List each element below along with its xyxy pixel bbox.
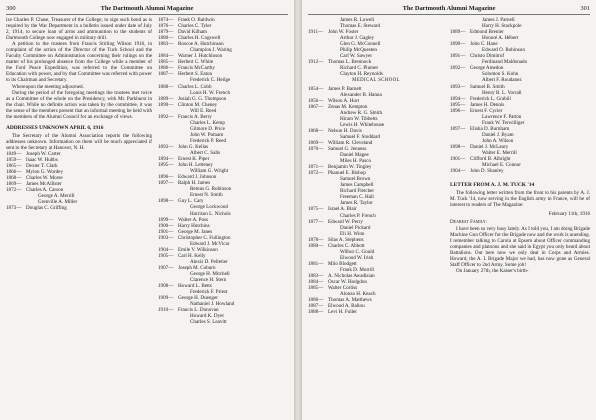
paragraph: Whereupon the meeting adjourned. (12, 83, 84, 90)
class-year: 1868— (6, 175, 22, 182)
list-item (6, 205, 152, 211)
person-name: Alexis D. Pelletier (190, 258, 228, 265)
class-year: 1872— (308, 170, 324, 177)
person-name: Daniel J. Byam (482, 131, 514, 138)
class-year: 1869— (6, 181, 22, 188)
class-year: 1875— (308, 206, 324, 213)
paragraph: During the period of the foregoing meetings the trustees met twice as a Committee of the whole on the Presidency, with Mr. Parkhurst in the chair. While no definite action was taken by the committee, it was the sense of the members present that an informal meeting be held with the members of the Alumni Council for an exchange of views. (6, 89, 152, 120)
person-name: Champion J. Waring (190, 47, 232, 54)
address-list (308, 17, 444, 77)
person-name: Roscoe A. Hutchinson (178, 41, 224, 48)
person-name: Edward J. McVicar (190, 240, 230, 247)
person-name: Charles C. Abbott (328, 242, 365, 249)
list-item (308, 71, 444, 77)
person-name: Charles L. Kemp (190, 119, 225, 126)
person-name: Wilson A. Hurt (328, 97, 360, 104)
class-year: 1854— (308, 85, 324, 92)
class-year: 1893— (450, 83, 466, 90)
letter-heading: LETTER FROM A. J. M. TUCK '14 (450, 182, 535, 189)
person-name: Ernest F. Cyrier (470, 107, 503, 114)
person-name: Albert F. Roudanez (482, 77, 522, 84)
class-year: 1884— (158, 53, 174, 60)
person-name: Thomas E. Steward (340, 23, 381, 30)
class-year: 1887— (308, 303, 324, 310)
class-year: 1880— (158, 35, 174, 42)
person-name: Ernest N. Smith (190, 192, 223, 199)
person-name: Daniel Pickard (340, 224, 371, 231)
header-rule (308, 14, 590, 15)
person-name: Howard L. Betts (178, 283, 212, 290)
letter-paragraph: I have been so very busy lately. As I told you, I am doing Brigade Machine Gun Officer for the Brigade now and the work is unending. I remember talking to Carola at Epsom about Officer commanding companies and platoons and she said in Egypt you only heard about Battalions. Out here now we only deal in Corps and Armies. Howard, the A. I. Brigade Major we had, has now gone as General Staff Officer to 2nd Army. Some job! (450, 225, 590, 268)
class-year: 1865— (6, 163, 22, 170)
person-name: George M. Janes (178, 228, 213, 235)
class-year: 1904— (450, 168, 466, 175)
person-name: Frederick P. Reed (190, 137, 227, 144)
person-name: George H. Mitchell (190, 270, 230, 277)
letter-date: February 11th, 1916 (548, 211, 590, 218)
person-name: Silas A. Stephens (328, 236, 364, 243)
class-year: 1881— (308, 260, 324, 267)
person-name: Honoré A. Hébert (482, 35, 519, 42)
class-year: 1886— (308, 297, 324, 304)
person-name: Richard Fletcher (340, 188, 375, 195)
person-name: Mylon G. Wordey (26, 169, 63, 176)
class-year: 1886— (158, 65, 174, 72)
person-name: Elisha D. Burnham (470, 125, 510, 132)
person-name: Dexter T. Clark (26, 163, 58, 170)
list-item (158, 319, 290, 325)
person-name: Charles A. Carson (26, 187, 64, 194)
person-name: William G. Wright (190, 168, 229, 175)
person-name: Edmond Brenier (470, 29, 504, 36)
person-name: Clifford B. Albright (470, 156, 511, 163)
person-name: Walter A. Poss (178, 216, 209, 223)
person-name: John A. Wilson (482, 137, 514, 144)
section-heading: ADDRESSES UNKNOWN APRIL 6, 1916 (6, 124, 104, 131)
class-year: 1866— (6, 169, 22, 176)
person-name: Christopher C. Fullington (178, 234, 231, 241)
person-name: Andrew R. G. Smith (340, 109, 383, 116)
person-name: John W. Putnam (190, 131, 224, 138)
person-name: Edward W. Perry (328, 218, 363, 225)
class-year: 1888— (308, 309, 324, 316)
medical-address-list (308, 86, 444, 316)
person-name: Samuel Brown (340, 176, 371, 183)
class-year: 1879— (158, 29, 174, 36)
class-year: 1887— (158, 71, 174, 78)
person-name: Carl W. Sawyer (340, 53, 373, 60)
person-name: Warner J. Hutchinson (178, 53, 223, 60)
class-year: 1868— (308, 127, 324, 134)
person-name: Henry R. L. Vorrall (482, 89, 522, 96)
person-name: Ralph H. James (178, 180, 211, 187)
class-year: 1904— (158, 246, 174, 253)
person-name: Joseph M. Coburn (178, 264, 216, 271)
class-year: 1896— (450, 107, 466, 114)
person-name: James H. Dennis (470, 101, 505, 108)
class-year: 1880— (308, 242, 324, 249)
person-name: George Lockwood (190, 204, 228, 211)
person-name: Freeman C. Hall (340, 194, 374, 201)
class-year: 1892— (158, 113, 174, 120)
person-name: Joseph W. Carter (26, 150, 61, 157)
class-year: 1876— (158, 23, 174, 30)
class-year: 1894— (450, 95, 466, 102)
person-name: Guy L. Cary (178, 198, 204, 205)
person-name: John W. Foster (328, 29, 359, 36)
person-name: Elwood A. Ballou (328, 303, 365, 310)
running-head-left (6, 4, 288, 13)
person-name: Samuel F. Stoddard (340, 133, 380, 140)
person-name: Edward J. Johnson (178, 174, 217, 181)
person-name: Daniel J. McLaury (470, 143, 509, 150)
class-year: 1901— (158, 228, 174, 235)
person-name: Daniel Magee (340, 152, 369, 159)
person-name: Israel A. Blair (328, 206, 357, 213)
person-name: Frederick F. Priest (190, 289, 228, 296)
class-year: 1905— (158, 252, 174, 259)
person-name: Lewis H. Whitehouse (340, 121, 385, 128)
person-name: James R. Taylor (340, 200, 373, 207)
class-year: 1885— (308, 285, 324, 292)
class-year: 1874— (158, 17, 174, 23)
address-list (450, 17, 590, 174)
person-name: Edward O. Robinson (482, 47, 525, 54)
person-name: Francis A. Berry (178, 113, 212, 120)
person-name: Samuel B. Smith (470, 83, 505, 90)
person-name: Richard C. Plumer (340, 65, 379, 72)
left-column-1 (6, 17, 152, 211)
person-name: Frederick C. Heilge (190, 77, 231, 84)
person-name: Gilmore D. Price (190, 125, 225, 132)
class-year: 1877— (308, 218, 324, 225)
class-year: 1898— (158, 198, 174, 205)
person-name: Frank O. Baldwin (178, 17, 215, 23)
class-year: 1871— (308, 164, 324, 171)
person-name: Harry H. Stackpole (482, 23, 522, 30)
left-page (0, 0, 294, 420)
person-name: John H. Letteney (178, 162, 213, 169)
class-year: 1884— (308, 279, 324, 286)
person-name: James McAllister (26, 181, 62, 188)
person-name: Charles W. Morse (26, 175, 63, 182)
list-item (308, 309, 444, 315)
person-name: Philip McQuesten (340, 47, 377, 54)
person-name: Charles H. Cogswell (178, 35, 221, 42)
person-name: Howard K. Dyer (190, 313, 225, 320)
class-year: 1891— (450, 53, 466, 60)
person-name: Glen G. McConnell (340, 41, 381, 48)
page-number: 301 (580, 5, 590, 12)
person-name: David Kilham (178, 29, 208, 36)
person-name: Francis McCarthy (178, 65, 215, 72)
person-name: Will E. Reed (190, 107, 217, 114)
person-name: Charles P. French (340, 212, 376, 219)
person-name: Elwood W. Irish (340, 254, 374, 261)
person-name: Nathaniel J. Howland (190, 301, 235, 308)
class-year: 1912— (308, 59, 324, 66)
person-name: Francis L. Donovan (178, 307, 219, 314)
class-year: 1872— (6, 187, 22, 194)
person-name: Nelson H. Davis (328, 127, 362, 134)
class-year: 1897— (158, 180, 174, 187)
class-year: 1903— (158, 234, 174, 241)
running-head-right (308, 4, 590, 13)
person-name: Alonzo H. Keach (340, 291, 376, 298)
person-name: Frederick L. Grabill (470, 95, 511, 102)
class-year: 1885— (158, 59, 174, 66)
person-name: Charles L. Cobb (178, 83, 212, 90)
person-name: Herbert S. Eaton (178, 71, 213, 78)
person-name: William R. Cleveland (328, 139, 373, 146)
left-column-2 (158, 17, 290, 325)
class-year: 1893— (158, 143, 174, 150)
person-name: Albert C. Salls (190, 150, 221, 157)
person-name: Alexander B. Hanna (340, 91, 382, 98)
person-name: Frank D. Morrill (340, 266, 375, 273)
person-name: James R. Lowell (340, 17, 375, 23)
person-name: John D. Shanley (470, 168, 504, 175)
person-name: James P. Barnett (328, 85, 362, 92)
person-name: Wilbur C. Gould (340, 248, 375, 255)
person-name: Josiah G. G. Thompson (178, 95, 227, 102)
person-name: Benjamin W. Tingley (328, 164, 372, 171)
book-gutter (294, 0, 302, 420)
person-name: George H. Duenger (178, 295, 218, 302)
letter-paragraph: On January 27th, the Kaiser's birth- (456, 267, 529, 274)
person-name: Ernest K. Piper (178, 156, 210, 163)
class-year: 1892— (450, 65, 466, 72)
person-name: Levi H. Fuller (328, 309, 358, 316)
person-name: Oscar W. Hodgdon (328, 279, 367, 286)
class-year: 1883— (158, 41, 174, 48)
letter-intro: The following letter written from the front to his parents by A. J. M. Tuck '14, now serving in the English army in France, will be of interest to readers of The Magazine: (450, 190, 590, 209)
class-year: 1859— (6, 157, 22, 164)
person-name: Michael E. Connor (482, 162, 521, 169)
address-list (6, 151, 152, 211)
person-name: Charles S. Leavitt (190, 319, 227, 326)
person-name: John G. Kellas (178, 143, 209, 150)
person-name: Harrison L. Nichols (190, 210, 231, 217)
person-name: Emile V. Wilkinson (178, 246, 218, 253)
class-year: 1878— (308, 236, 324, 243)
class-year: 1911— (308, 29, 324, 36)
class-year: 1883— (308, 272, 324, 279)
person-name: Remus G. Robinson (190, 186, 232, 193)
person-name: Phanuel E. Bishop (328, 170, 366, 177)
class-year: 1909— (158, 295, 174, 302)
class-year: 1907— (158, 264, 174, 271)
person-name: Samuel G. Jenness (328, 145, 367, 152)
medical-school-heading: MEDICAL SCHOOL (352, 78, 400, 84)
right-column-1 (308, 17, 444, 315)
person-name: Herbert C. White (178, 59, 214, 66)
person-name: A. Nicholas Awadisian (328, 272, 375, 279)
running-title: The Dartmouth Alumni Magazine (402, 5, 496, 12)
class-year: 1889— (158, 95, 174, 102)
person-name: John C. Hane (470, 41, 498, 48)
person-name: James J. Parnell (482, 17, 515, 23)
person-name: Louis H. W. French (190, 89, 231, 96)
letter-salutation: Dearest Family: (450, 219, 488, 226)
person-name: Eli H. Winn (340, 230, 365, 237)
person-name: Arthur J. Gagley (340, 35, 375, 42)
person-name: Hiram W. Tibbetts (340, 115, 378, 122)
person-name: Thomas L. Brennock (328, 59, 372, 66)
class-year: 1869— (308, 139, 324, 146)
person-name: George A. Merrill (38, 193, 75, 200)
class-year: 1856— (308, 97, 324, 104)
paragraph: ize Charles P. Chase, Treasurer of the College, to sign such bond as is required by the War Department in a bulletin issued under date of July 2, 1914, to secure loan of arms and ammunition to the students of Dartmouth College now engaged in military drill. (6, 17, 152, 42)
person-name: Frank W. Terwilliger (482, 119, 525, 126)
class-year: 1899— (158, 216, 174, 223)
person-name: Carl H. Kelly (178, 252, 206, 259)
person-name: James Campbell (340, 182, 374, 189)
person-name: Solomon S. Kohn (482, 71, 519, 78)
class-year: 1897— (450, 125, 466, 132)
paragraph: A petition to the trustees from Francis Stirling Wilson 1916, in complaint of the action of the Director of the Tuck School and the Faculty Committee on Administration concerning their rulings on the matter of his prolonged absence from the College while a member of the Ford Peace Expedition, was referred to the Committee on Education with power, and by that Committee was referred with power to its Chairman and Secretary. (6, 41, 152, 84)
person-name: Clayton H. Reynolds (340, 71, 383, 78)
person-name: Christo Dimitrof (470, 53, 505, 60)
person-name: Zenas M. Kempton (328, 103, 368, 110)
person-name: Milo Blodgett (328, 260, 357, 267)
person-name: Ferdinand Maldonado (482, 59, 528, 66)
running-title: The Dartmouth Alumni Magazine (100, 5, 194, 12)
class-year: 1895— (450, 101, 466, 108)
class-year: 1867— (308, 103, 324, 110)
person-name: Isaac W. Hubbs (26, 157, 58, 164)
class-year: 1870— (308, 145, 324, 152)
right-page (302, 0, 596, 420)
right-column-2 (450, 17, 590, 274)
class-year: 1888— (158, 83, 174, 90)
class-year: 1890— (158, 101, 174, 108)
class-year: 1898— (450, 143, 466, 150)
class-year: 1849— (6, 150, 22, 157)
person-name: George Amedon (470, 65, 504, 72)
class-year: 1896— (158, 174, 174, 181)
person-name: Lawrence F. Patton (482, 113, 522, 120)
class-year: 1873— (6, 205, 22, 212)
person-name: Charles C. Tyler (178, 23, 212, 30)
person-name: Clinton M. Cheney (178, 101, 218, 108)
person-name: Harry Hutchins (178, 222, 210, 229)
person-name: Clarence H. Stern (190, 277, 227, 284)
class-year: 1908— (158, 283, 174, 290)
person-name: Walter E. Merrill (482, 150, 517, 157)
class-year: 1900— (158, 222, 174, 229)
class-year: 1890— (450, 41, 466, 48)
class-year: 1889— (450, 29, 466, 36)
class-year: 1910— (158, 307, 174, 314)
person-name: Douglas C. Griffing (26, 205, 67, 212)
page-number: 300 (6, 5, 16, 12)
person-name: Thomas A. Matthews (328, 297, 372, 304)
person-name: Grenville A. Miller (38, 199, 78, 206)
person-name: Miles H. Pasco (340, 158, 371, 165)
class-year: 1901— (450, 156, 466, 163)
class-year: 1894— (158, 156, 174, 163)
header-rule (6, 14, 288, 15)
paragraph: The Secretary of the Alumni Association reports the following addresses unknown. Information on them will be much appreciated if sent to the Secretary at Hanover, N. H. (6, 132, 152, 151)
person-name: Walter Corliss (328, 285, 358, 292)
class-year: 1895— (158, 162, 174, 169)
